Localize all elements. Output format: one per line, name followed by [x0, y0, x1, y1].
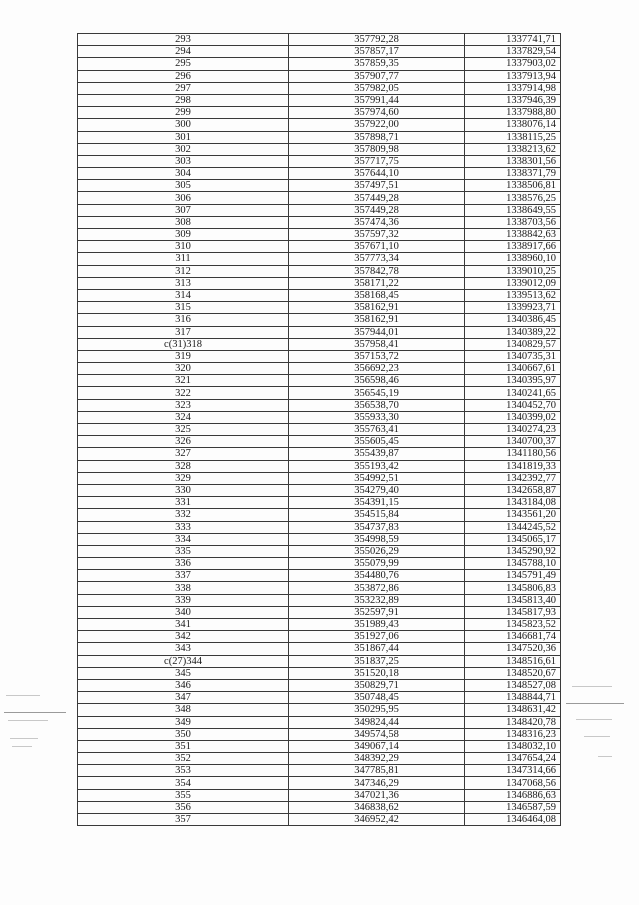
y-coordinate-cell: 1340395,97 [465, 375, 561, 387]
y-coordinate-cell: 1338213,62 [465, 143, 561, 155]
y-coordinate-cell: 1348527,08 [465, 679, 561, 691]
x-coordinate-cell: 357922,00 [289, 119, 465, 131]
point-number-cell: 295 [78, 58, 289, 70]
point-number-cell: 302 [78, 143, 289, 155]
x-coordinate-cell: 347346,29 [289, 777, 465, 789]
point-number-cell: 320 [78, 363, 289, 375]
table-row [78, 606, 561, 618]
point-number-cell: 294 [78, 46, 289, 58]
x-coordinate-cell: 358162,91 [289, 302, 465, 314]
y-coordinate-cell: 1345788,10 [465, 558, 561, 570]
y-coordinate-cell: 1338115,25 [465, 131, 561, 143]
table-row [78, 265, 561, 277]
y-coordinate-cell: 1338301,56 [465, 155, 561, 167]
x-coordinate-cell: 356692,23 [289, 363, 465, 375]
point-number-cell: 328 [78, 460, 289, 472]
point-number-cell: 337 [78, 570, 289, 582]
table-row [78, 484, 561, 496]
table-row [78, 533, 561, 545]
y-coordinate-cell: 1338576,25 [465, 192, 561, 204]
x-coordinate-cell: 352597,91 [289, 606, 465, 618]
table-row [78, 277, 561, 289]
point-number-cell: 350 [78, 728, 289, 740]
x-coordinate-cell: 349067,14 [289, 740, 465, 752]
point-number-cell: 303 [78, 155, 289, 167]
table-row [78, 302, 561, 314]
x-coordinate-cell: 347021,36 [289, 789, 465, 801]
x-coordinate-cell: 348392,29 [289, 753, 465, 765]
x-coordinate-cell: 357991,44 [289, 94, 465, 106]
y-coordinate-cell: 1346886,63 [465, 789, 561, 801]
point-number-cell: 317 [78, 326, 289, 338]
x-coordinate-cell: 354998,59 [289, 533, 465, 545]
table-row [78, 692, 561, 704]
table-row [78, 436, 561, 448]
y-coordinate-cell: 1345065,17 [465, 533, 561, 545]
point-number-cell: 316 [78, 314, 289, 326]
table-row [78, 570, 561, 582]
point-number-cell: 325 [78, 424, 289, 436]
scan-artifact [4, 712, 66, 713]
table-row [78, 58, 561, 70]
table-row [78, 363, 561, 375]
point-number-cell: 311 [78, 253, 289, 265]
point-number-cell: 304 [78, 168, 289, 180]
y-coordinate-cell: 1338649,55 [465, 204, 561, 216]
x-coordinate-cell: 357809,98 [289, 143, 465, 155]
point-number-cell: 333 [78, 521, 289, 533]
table-row [78, 740, 561, 752]
point-number-cell: 335 [78, 545, 289, 557]
x-coordinate-cell: 357717,75 [289, 155, 465, 167]
y-coordinate-cell: 1340241,65 [465, 387, 561, 399]
table-row [78, 497, 561, 509]
table-row [78, 545, 561, 557]
y-coordinate-cell: 1340735,31 [465, 350, 561, 362]
x-coordinate-cell: 358171,22 [289, 277, 465, 289]
table-row [78, 582, 561, 594]
y-coordinate-cell: 1343184,08 [465, 497, 561, 509]
table-row [78, 765, 561, 777]
point-number-cell: 305 [78, 180, 289, 192]
x-coordinate-cell: 357497,51 [289, 180, 465, 192]
x-coordinate-cell: 356545,19 [289, 387, 465, 399]
point-number-cell: 319 [78, 350, 289, 362]
x-coordinate-cell: 351520,18 [289, 667, 465, 679]
x-coordinate-cell: 358162,91 [289, 314, 465, 326]
y-coordinate-cell: 1342658,87 [465, 484, 561, 496]
point-number-cell: 329 [78, 472, 289, 484]
table-row [78, 753, 561, 765]
point-number-cell: 356 [78, 801, 289, 813]
y-coordinate-cell: 1348316,23 [465, 728, 561, 740]
x-coordinate-cell: 356538,70 [289, 399, 465, 411]
point-number-cell: 346 [78, 679, 289, 691]
y-coordinate-cell: 1346681,74 [465, 631, 561, 643]
table-row [78, 314, 561, 326]
y-coordinate-cell: 1340274,23 [465, 424, 561, 436]
table-row [78, 594, 561, 606]
table-row [78, 326, 561, 338]
table-row [78, 168, 561, 180]
x-coordinate-cell: 354515,84 [289, 509, 465, 521]
point-number-cell: 355 [78, 789, 289, 801]
point-number-cell: 321 [78, 375, 289, 387]
table-row [78, 643, 561, 655]
x-coordinate-cell: 357974,60 [289, 107, 465, 119]
point-number-cell: 306 [78, 192, 289, 204]
table-row [78, 34, 561, 46]
point-number-cell: 340 [78, 606, 289, 618]
x-coordinate-cell: 351927,06 [289, 631, 465, 643]
point-number-cell: 332 [78, 509, 289, 521]
y-coordinate-cell: 1338960,10 [465, 253, 561, 265]
table-row [78, 509, 561, 521]
y-coordinate-cell: 1348520,67 [465, 667, 561, 679]
x-coordinate-cell: 355079,99 [289, 558, 465, 570]
table-row [78, 472, 561, 484]
y-coordinate-cell: 1338506,81 [465, 180, 561, 192]
y-coordinate-cell: 1347520,36 [465, 643, 561, 655]
point-number-cell: 327 [78, 448, 289, 460]
x-coordinate-cell: 354391,15 [289, 497, 465, 509]
table-row [78, 631, 561, 643]
x-coordinate-cell: 349574,58 [289, 728, 465, 740]
table-row [78, 728, 561, 740]
y-coordinate-cell: 1341180,56 [465, 448, 561, 460]
point-number-cell: 348 [78, 704, 289, 716]
y-coordinate-cell: 1337829,54 [465, 46, 561, 58]
table-row [78, 716, 561, 728]
y-coordinate-cell: 1337914,98 [465, 82, 561, 94]
y-coordinate-cell: 1348844,71 [465, 692, 561, 704]
scan-artifact [10, 738, 38, 739]
y-coordinate-cell: 1345813,40 [465, 594, 561, 606]
y-coordinate-cell: 1339012,09 [465, 277, 561, 289]
table-row [78, 204, 561, 216]
point-number-cell: 345 [78, 667, 289, 679]
coordinates-table [77, 33, 561, 826]
x-coordinate-cell: 353872,86 [289, 582, 465, 594]
table-row [78, 801, 561, 813]
point-number-cell: 330 [78, 484, 289, 496]
point-number-cell: 343 [78, 643, 289, 655]
table-row [78, 460, 561, 472]
table-row [78, 448, 561, 460]
table-row [78, 70, 561, 82]
point-number-cell: 296 [78, 70, 289, 82]
point-number-cell: 357 [78, 814, 289, 826]
x-coordinate-cell: 353232,89 [289, 594, 465, 606]
y-coordinate-cell: 1347068,56 [465, 777, 561, 789]
y-coordinate-cell: 1345806,83 [465, 582, 561, 594]
point-number-cell: 323 [78, 399, 289, 411]
table-row [78, 107, 561, 119]
x-coordinate-cell: 357859,35 [289, 58, 465, 70]
point-number-cell: 308 [78, 216, 289, 228]
y-coordinate-cell: 1340386,45 [465, 314, 561, 326]
point-number-cell: 342 [78, 631, 289, 643]
table-row [78, 131, 561, 143]
y-coordinate-cell: 1347654,24 [465, 753, 561, 765]
point-number-cell: с(27)344 [78, 655, 289, 667]
point-number-cell: 334 [78, 533, 289, 545]
y-coordinate-cell: 1339923,71 [465, 302, 561, 314]
table-row [78, 180, 561, 192]
x-coordinate-cell: 355763,41 [289, 424, 465, 436]
point-number-cell: 310 [78, 241, 289, 253]
x-coordinate-cell: 346952,42 [289, 814, 465, 826]
table-row [78, 704, 561, 716]
y-coordinate-cell: 1338917,66 [465, 241, 561, 253]
x-coordinate-cell: 357597,32 [289, 229, 465, 241]
point-number-cell: 312 [78, 265, 289, 277]
y-coordinate-cell: 1348631,42 [465, 704, 561, 716]
table-row [78, 289, 561, 301]
x-coordinate-cell: 357671,10 [289, 241, 465, 253]
y-coordinate-cell: 1346587,59 [465, 801, 561, 813]
x-coordinate-cell: 357449,28 [289, 192, 465, 204]
x-coordinate-cell: 356598,46 [289, 375, 465, 387]
table-row [78, 155, 561, 167]
x-coordinate-cell: 357944,01 [289, 326, 465, 338]
x-coordinate-cell: 351867,44 [289, 643, 465, 655]
y-coordinate-cell: 1339010,25 [465, 265, 561, 277]
x-coordinate-cell: 355026,29 [289, 545, 465, 557]
y-coordinate-cell: 1338703,56 [465, 216, 561, 228]
y-coordinate-cell: 1340829,57 [465, 338, 561, 350]
x-coordinate-cell: 351989,43 [289, 619, 465, 631]
table-row [78, 521, 561, 533]
point-number-cell: 351 [78, 740, 289, 752]
table-row [78, 387, 561, 399]
x-coordinate-cell: 346838,62 [289, 801, 465, 813]
y-coordinate-cell: 1339513,62 [465, 289, 561, 301]
x-coordinate-cell: 357449,28 [289, 204, 465, 216]
table-row [78, 241, 561, 253]
y-coordinate-cell: 1348420,78 [465, 716, 561, 728]
table-row [78, 655, 561, 667]
point-number-cell: 336 [78, 558, 289, 570]
x-coordinate-cell: 350748,45 [289, 692, 465, 704]
scan-artifact [8, 720, 48, 721]
scan-artifact [566, 703, 624, 704]
x-coordinate-cell: 347785,81 [289, 765, 465, 777]
x-coordinate-cell: 358168,45 [289, 289, 465, 301]
x-coordinate-cell: 355933,30 [289, 411, 465, 423]
y-coordinate-cell: 1341819,33 [465, 460, 561, 472]
point-number-cell: 331 [78, 497, 289, 509]
point-number-cell: 301 [78, 131, 289, 143]
y-coordinate-cell: 1346464,08 [465, 814, 561, 826]
table-row [78, 119, 561, 131]
x-coordinate-cell: 351837,25 [289, 655, 465, 667]
y-coordinate-cell: 1338842,63 [465, 229, 561, 241]
scan-artifact [576, 719, 612, 720]
point-number-cell: 352 [78, 753, 289, 765]
x-coordinate-cell: 355193,42 [289, 460, 465, 472]
scan-artifact [572, 686, 612, 687]
table-row [78, 350, 561, 362]
point-number-cell: 297 [78, 82, 289, 94]
y-coordinate-cell: 1345823,52 [465, 619, 561, 631]
scan-artifact [598, 756, 612, 757]
y-coordinate-cell: 1340452,70 [465, 399, 561, 411]
y-coordinate-cell: 1337913,94 [465, 70, 561, 82]
x-coordinate-cell: 349824,44 [289, 716, 465, 728]
scan-artifact [12, 746, 32, 747]
y-coordinate-cell: 1344245,52 [465, 521, 561, 533]
y-coordinate-cell: 1340389,22 [465, 326, 561, 338]
table-row [78, 667, 561, 679]
point-number-cell: 324 [78, 411, 289, 423]
x-coordinate-cell: 357842,78 [289, 265, 465, 277]
x-coordinate-cell: 350829,71 [289, 679, 465, 691]
point-number-cell: 299 [78, 107, 289, 119]
y-coordinate-cell: 1337946,39 [465, 94, 561, 106]
y-coordinate-cell: 1337903,02 [465, 58, 561, 70]
y-coordinate-cell: 1340399,02 [465, 411, 561, 423]
table-row [78, 338, 561, 350]
y-coordinate-cell: 1342392,77 [465, 472, 561, 484]
y-coordinate-cell: 1345290,92 [465, 545, 561, 557]
table-row [78, 424, 561, 436]
table-row [78, 229, 561, 241]
y-coordinate-cell: 1340667,61 [465, 363, 561, 375]
point-number-cell: 298 [78, 94, 289, 106]
table-row [78, 399, 561, 411]
table-row [78, 814, 561, 826]
point-number-cell: 293 [78, 34, 289, 46]
y-coordinate-cell: 1337988,80 [465, 107, 561, 119]
point-number-cell: 300 [78, 119, 289, 131]
point-number-cell: 349 [78, 716, 289, 728]
y-coordinate-cell: 1338371,79 [465, 168, 561, 180]
x-coordinate-cell: 357153,72 [289, 350, 465, 362]
x-coordinate-cell: 354279,40 [289, 484, 465, 496]
x-coordinate-cell: 357958,41 [289, 338, 465, 350]
table-row [78, 46, 561, 58]
point-number-cell: 354 [78, 777, 289, 789]
table-row [78, 192, 561, 204]
point-number-cell: 322 [78, 387, 289, 399]
table-row [78, 143, 561, 155]
table-row [78, 619, 561, 631]
x-coordinate-cell: 350295,95 [289, 704, 465, 716]
x-coordinate-cell: 357773,34 [289, 253, 465, 265]
point-number-cell: с(31)318 [78, 338, 289, 350]
x-coordinate-cell: 357857,17 [289, 46, 465, 58]
scan-artifact [584, 736, 610, 737]
table-row [78, 777, 561, 789]
x-coordinate-cell: 354737,83 [289, 521, 465, 533]
scan-artifact [6, 695, 40, 696]
y-coordinate-cell: 1348032,10 [465, 740, 561, 752]
point-number-cell: 309 [78, 229, 289, 241]
x-coordinate-cell: 357982,05 [289, 82, 465, 94]
x-coordinate-cell: 357898,71 [289, 131, 465, 143]
table-row [78, 216, 561, 228]
y-coordinate-cell: 1338076,14 [465, 119, 561, 131]
point-number-cell: 339 [78, 594, 289, 606]
y-coordinate-cell: 1347314,66 [465, 765, 561, 777]
table-row [78, 253, 561, 265]
point-number-cell: 347 [78, 692, 289, 704]
table-row [78, 82, 561, 94]
y-coordinate-cell: 1337741,71 [465, 34, 561, 46]
y-coordinate-cell: 1348516,61 [465, 655, 561, 667]
point-number-cell: 307 [78, 204, 289, 216]
x-coordinate-cell: 354992,51 [289, 472, 465, 484]
x-coordinate-cell: 357792,28 [289, 34, 465, 46]
point-number-cell: 313 [78, 277, 289, 289]
y-coordinate-cell: 1345791,49 [465, 570, 561, 582]
table-row [78, 789, 561, 801]
x-coordinate-cell: 357907,77 [289, 70, 465, 82]
y-coordinate-cell: 1343561,20 [465, 509, 561, 521]
y-coordinate-cell: 1345817,93 [465, 606, 561, 618]
table-row [78, 94, 561, 106]
coordinates-table-body [78, 34, 561, 826]
x-coordinate-cell: 355439,87 [289, 448, 465, 460]
table-row [78, 558, 561, 570]
x-coordinate-cell: 357474,36 [289, 216, 465, 228]
y-coordinate-cell: 1340700,37 [465, 436, 561, 448]
point-number-cell: 353 [78, 765, 289, 777]
table-row [78, 411, 561, 423]
table-row [78, 375, 561, 387]
point-number-cell: 314 [78, 289, 289, 301]
point-number-cell: 315 [78, 302, 289, 314]
point-number-cell: 338 [78, 582, 289, 594]
point-number-cell: 341 [78, 619, 289, 631]
x-coordinate-cell: 354480,76 [289, 570, 465, 582]
table-row [78, 679, 561, 691]
x-coordinate-cell: 355605,45 [289, 436, 465, 448]
x-coordinate-cell: 357644,10 [289, 168, 465, 180]
point-number-cell: 326 [78, 436, 289, 448]
